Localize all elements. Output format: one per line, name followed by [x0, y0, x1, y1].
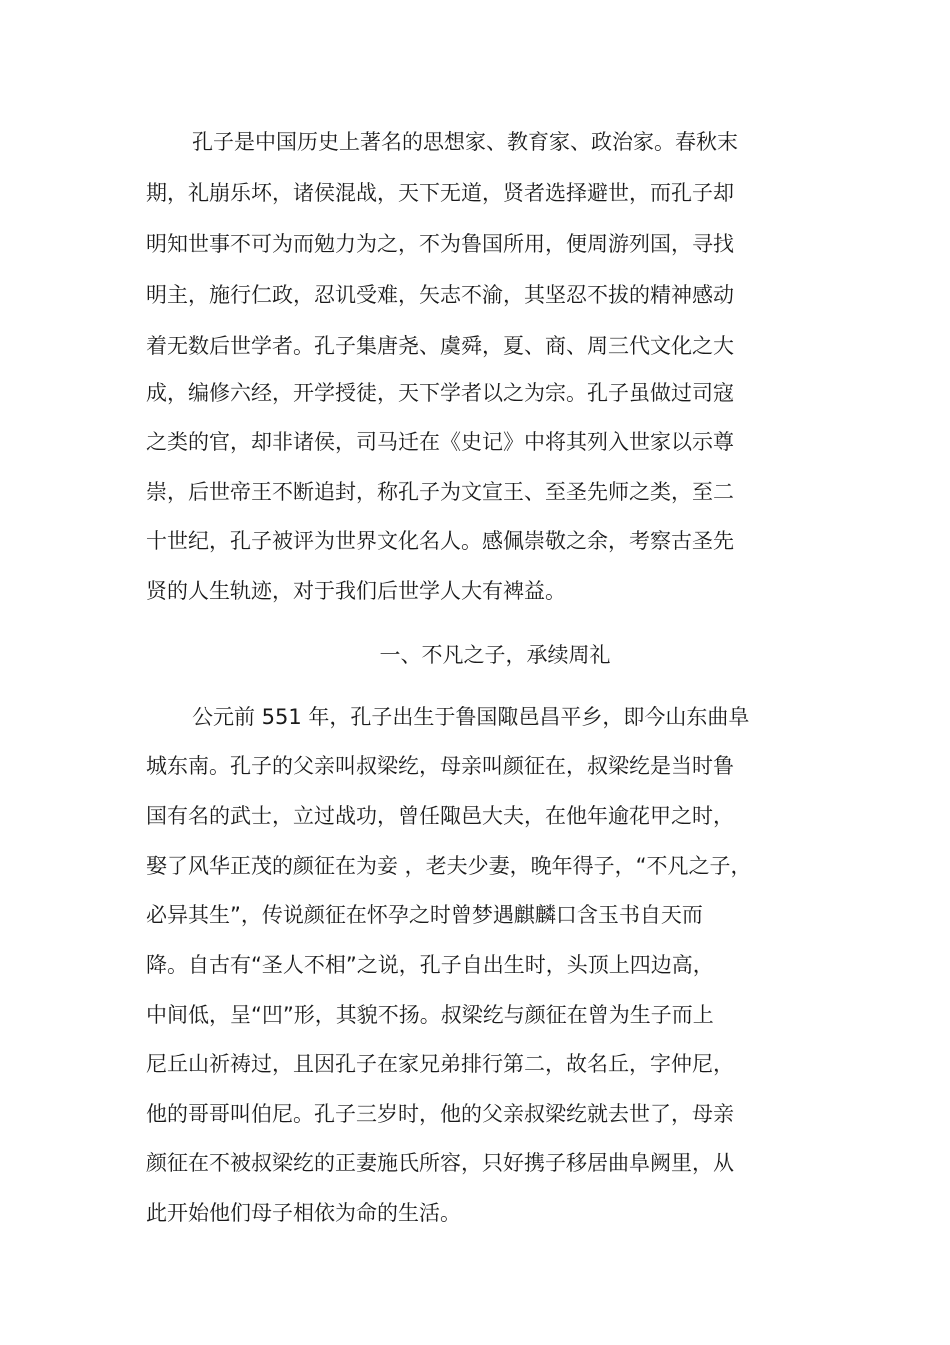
paragraph-2-line-2: 城东南。孔子的父亲叫叔梁纥，母亲叫颜征在，叔梁纥是当时鲁: [146, 754, 734, 778]
paragraph-1-line-6: 成，编修六经，开学授徒，天下学者以之为宗。孔子虽做过司寇: [146, 381, 734, 405]
paragraph-1-line-1: 孔子是中国历史上著名的思想家、教育家、政治家。春秋末: [192, 130, 738, 154]
paragraph-1-line-9: 十世纪，孔子被评为世界文化名人。感佩崇敬之余，考察古圣先: [146, 529, 734, 553]
paragraph-2-line-11: 此开始他们母子相依为命的生活。: [146, 1201, 461, 1225]
paragraph-1-line-8: 崇，后世帝王不断追封，称孔子为文宣王、至圣先师之类，至二: [146, 480, 734, 504]
paragraph-2-line-8: 尼丘山祈祷过，且因孔子在家兄弟排行第二，故名丘，字仲尼，: [146, 1052, 734, 1076]
paragraph-1-line-4: 明主，施行仁政，忍讥受难，矢志不渝，其坚忍不拔的精神感动: [146, 283, 734, 307]
section-heading: 一、不凡之子，承续周礼: [379, 643, 611, 667]
paragraph-2-line-9: 他的哥哥叫伯尼。孔子三岁时，他的父亲叔梁纥就去世了，母亲: [146, 1102, 734, 1126]
paragraph-1-line-10: 贤的人生轨迹，对于我们后世学人大有裨益。: [146, 579, 566, 603]
paragraph-2-line-5: 必异其生”，传说颜征在怀孕之时曾梦遇麒麟口含玉书自天而: [146, 903, 703, 927]
paragraph-1-line-5: 着无数后世学者。孔子集唐尧、虞舜，夏、商、周三代文化之大: [146, 334, 734, 358]
paragraph-1-line-7: 之类的官，却非诸侯，司马迁在《史记》中将其列入世家以示尊: [146, 430, 734, 454]
paragraph-2-line-10: 颜征在不被叔梁纥的正妻施氏所容，只好携子移居曲阜阙里，从: [146, 1151, 734, 1175]
paragraph-2-line-1: 公元前 551 年，孔子出生于鲁国陬邑昌平乡，即今山东曲阜: [192, 705, 750, 729]
paragraph-2-line-6: 降。自古有“圣人不相”之说，孔子自出生时，头顶上四边高，: [146, 953, 714, 977]
paragraph-2-line-3: 国有名的武士，立过战功，曾任陬邑大夫，在他年逾花甲之时，: [146, 804, 734, 828]
paragraph-1-line-3: 明知世事不可为而勉力为之，不为鲁国所用，便周游列国，寻找: [146, 232, 734, 256]
paragraph-2-line-7: 中间低，呈“凹”形，其貌不扬。叔梁纥与颜征在曾为生子而上: [146, 1003, 714, 1027]
paragraph-1-line-2: 期，礼崩乐坏，诸侯混战，天下无道，贤者选择避世，而孔子却: [146, 181, 734, 205]
paragraph-2-line-4: 娶了风华正茂的颜征在为妾 ，老夫少妻，晚年得子，“不凡之子，: [146, 854, 752, 878]
